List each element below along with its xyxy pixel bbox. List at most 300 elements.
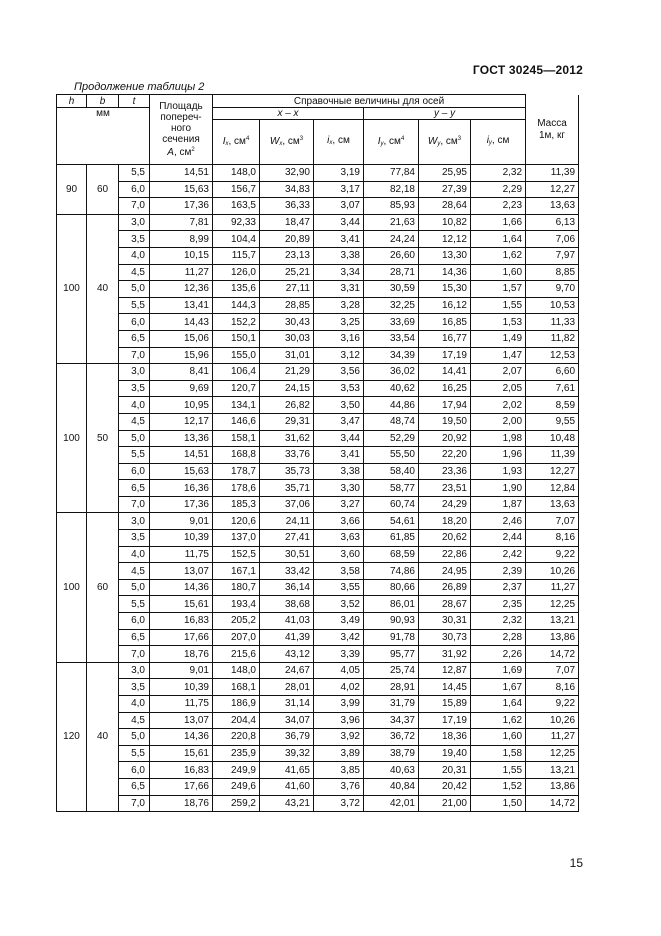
- cell-value: 8,59: [526, 397, 579, 414]
- cell-value: 207,0: [213, 629, 260, 646]
- cell-value: 120,7: [213, 380, 260, 397]
- cell-value: 3,85: [314, 762, 364, 779]
- cell-value: 1,52: [471, 778, 526, 795]
- cell-value: 9,01: [150, 513, 213, 530]
- cell-value: 193,4: [213, 596, 260, 613]
- cell-value: 104,4: [213, 231, 260, 248]
- cell-value: 4,5: [119, 413, 150, 430]
- cell-value: 4,0: [119, 696, 150, 713]
- cell-value: 134,1: [213, 397, 260, 414]
- cell-value: 3,07: [314, 198, 364, 215]
- cell-value: 20,89: [260, 231, 314, 248]
- cell-value: 15,30: [419, 281, 471, 298]
- cell-value: 249,6: [213, 778, 260, 795]
- cell-value: 10,95: [150, 397, 213, 414]
- cell-value: 24,11: [260, 513, 314, 530]
- table-row: [57, 198, 579, 215]
- cell-value: 54,61: [364, 513, 419, 530]
- cell-value: 1,53: [471, 314, 526, 331]
- table-row: [57, 530, 579, 547]
- table-caption: Продолжение таблицы 2: [74, 81, 205, 93]
- cell-value: 7,0: [119, 198, 150, 215]
- cell-value: 2,44: [471, 530, 526, 547]
- cell-value: 44,86: [364, 397, 419, 414]
- cell-value: 3,58: [314, 563, 364, 580]
- cell-value: 2,42: [471, 546, 526, 563]
- cell-value: 14,43: [150, 314, 213, 331]
- cell-value: 24,15: [260, 380, 314, 397]
- cell-h: 100: [57, 364, 87, 513]
- cell-value: 168,8: [213, 447, 260, 464]
- cell-value: 135,6: [213, 281, 260, 298]
- cell-value: 14,51: [150, 447, 213, 464]
- cell-value: 5,5: [119, 165, 150, 182]
- cell-value: 28,85: [260, 297, 314, 314]
- cell-value: 115,7: [213, 247, 260, 264]
- table-row: [57, 264, 579, 281]
- cell-value: 41,65: [260, 762, 314, 779]
- cell-value: 3,56: [314, 364, 364, 381]
- cell-value: 16,12: [419, 297, 471, 314]
- header-wy: $W_y$, $см^3$: [419, 120, 471, 165]
- cell-value: 5,0: [119, 729, 150, 746]
- cell-value: 6,0: [119, 762, 150, 779]
- cell-value: 4,05: [314, 662, 364, 679]
- cell-value: 3,39: [314, 646, 364, 663]
- cell-value: 1,87: [471, 496, 526, 513]
- cell-value: 12,27: [526, 463, 579, 480]
- cell-value: 17,19: [419, 712, 471, 729]
- cell-value: 178,6: [213, 480, 260, 497]
- cell-value: 126,0: [213, 264, 260, 281]
- cell-value: 41,39: [260, 629, 314, 646]
- cell-value: 58,40: [364, 463, 419, 480]
- table-row: [57, 712, 579, 729]
- cell-value: 25,95: [419, 165, 471, 182]
- cell-value: 10,39: [150, 530, 213, 547]
- cell-value: 18,36: [419, 729, 471, 746]
- table-row: [57, 165, 579, 182]
- cell-value: 5,5: [119, 596, 150, 613]
- cell-value: 3,12: [314, 347, 364, 364]
- properties-table: [56, 94, 579, 812]
- cell-value: 1,60: [471, 264, 526, 281]
- cell-value: 205,2: [213, 613, 260, 630]
- cell-value: 2,35: [471, 596, 526, 613]
- header-axis-yy: y – y: [364, 108, 526, 120]
- cell-h: 100: [57, 214, 87, 363]
- cell-value: 204,4: [213, 712, 260, 729]
- header-mass: Масса 1м, кг: [537, 118, 567, 141]
- cell-value: 6,5: [119, 778, 150, 795]
- cell-value: 18,76: [150, 795, 213, 812]
- cell-value: 12,25: [526, 745, 579, 762]
- cell-value: 77,84: [364, 165, 419, 182]
- cell-value: 13,21: [526, 613, 579, 630]
- cell-value: 3,50: [314, 397, 364, 414]
- cell-value: 28,01: [260, 679, 314, 696]
- cell-value: 156,7: [213, 181, 260, 198]
- cell-value: 4,5: [119, 264, 150, 281]
- cell-value: 13,63: [526, 496, 579, 513]
- cell-value: 11,33: [526, 314, 579, 331]
- cell-h: 120: [57, 662, 87, 811]
- cell-value: 155,0: [213, 347, 260, 364]
- cell-value: 1,69: [471, 662, 526, 679]
- cell-value: 6,0: [119, 613, 150, 630]
- cell-value: 3,44: [314, 214, 364, 231]
- cell-value: 2,02: [471, 397, 526, 414]
- cell-value: 16,83: [150, 762, 213, 779]
- cell-value: 15,96: [150, 347, 213, 364]
- cell-value: 52,29: [364, 430, 419, 447]
- cell-value: 31,01: [260, 347, 314, 364]
- cell-value: 167,1: [213, 563, 260, 580]
- cell-h: 90: [57, 165, 87, 215]
- cell-value: 2,05: [471, 380, 526, 397]
- cell-value: 14,36: [150, 579, 213, 596]
- cell-value: 7,07: [526, 662, 579, 679]
- cell-b: 40: [87, 662, 119, 811]
- cell-value: 32,90: [260, 165, 314, 182]
- cell-value: 3,0: [119, 214, 150, 231]
- table-row: [57, 563, 579, 580]
- cell-value: 11,39: [526, 165, 579, 182]
- cell-value: 10,39: [150, 679, 213, 696]
- cell-value: 2,37: [471, 579, 526, 596]
- cell-value: 178,7: [213, 463, 260, 480]
- cell-value: 15,63: [150, 181, 213, 198]
- cell-value: 1,60: [471, 729, 526, 746]
- cell-value: 28,67: [419, 596, 471, 613]
- cell-value: 14,51: [150, 165, 213, 182]
- cell-value: 7,0: [119, 646, 150, 663]
- cell-value: 13,07: [150, 712, 213, 729]
- cell-value: 19,40: [419, 745, 471, 762]
- table-body: [57, 165, 579, 812]
- cell-value: 38,79: [364, 745, 419, 762]
- table-row: [57, 662, 579, 679]
- cell-value: 11,75: [150, 546, 213, 563]
- header-axis-xx: x – x: [213, 108, 364, 120]
- header-t: t: [119, 95, 150, 108]
- cell-value: 3,66: [314, 513, 364, 530]
- cell-value: 40,62: [364, 380, 419, 397]
- cell-value: 249,9: [213, 762, 260, 779]
- table-row: [57, 629, 579, 646]
- cell-value: 20,31: [419, 762, 471, 779]
- cell-value: 85,93: [364, 198, 419, 215]
- header-ry: $i_y$, см: [471, 120, 526, 165]
- cell-value: 15,89: [419, 696, 471, 713]
- table-row: [57, 247, 579, 264]
- cell-value: 33,54: [364, 330, 419, 347]
- cell-value: 16,77: [419, 330, 471, 347]
- cell-value: 13,07: [150, 563, 213, 580]
- cell-value: 18,76: [150, 646, 213, 663]
- cell-value: 12,12: [419, 231, 471, 248]
- cell-value: 25,74: [364, 662, 419, 679]
- cell-value: 1,98: [471, 430, 526, 447]
- cell-value: 36,02: [364, 364, 419, 381]
- cell-value: 80,66: [364, 579, 419, 596]
- cell-value: 14,36: [150, 729, 213, 746]
- cell-value: 1,57: [471, 281, 526, 298]
- cell-value: 6,5: [119, 480, 150, 497]
- cell-value: 12,27: [526, 181, 579, 198]
- cell-value: 2,00: [471, 413, 526, 430]
- cell-value: 11,75: [150, 696, 213, 713]
- cell-b: 40: [87, 214, 119, 363]
- cell-value: 7,06: [526, 231, 579, 248]
- cell-value: 31,79: [364, 696, 419, 713]
- cell-value: 41,03: [260, 613, 314, 630]
- cell-value: 11,27: [150, 264, 213, 281]
- cell-value: 21,63: [364, 214, 419, 231]
- cell-value: 74,86: [364, 563, 419, 580]
- cell-value: 30,73: [419, 629, 471, 646]
- cell-value: 16,83: [150, 613, 213, 630]
- cell-value: 33,76: [260, 447, 314, 464]
- table-row: [57, 380, 579, 397]
- cell-value: 7,07: [526, 513, 579, 530]
- cell-value: 20,92: [419, 430, 471, 447]
- cell-value: 144,3: [213, 297, 260, 314]
- cell-value: 7,61: [526, 380, 579, 397]
- cell-value: 17,94: [419, 397, 471, 414]
- cell-value: 3,53: [314, 380, 364, 397]
- table-row: [57, 778, 579, 795]
- cell-value: 23,51: [419, 480, 471, 497]
- cell-value: 20,42: [419, 778, 471, 795]
- cell-value: 5,5: [119, 297, 150, 314]
- cell-value: 6,0: [119, 463, 150, 480]
- cell-value: 32,25: [364, 297, 419, 314]
- cell-value: 6,0: [119, 314, 150, 331]
- cell-value: 31,92: [419, 646, 471, 663]
- cell-value: 3,55: [314, 579, 364, 596]
- cell-value: 48,74: [364, 413, 419, 430]
- cell-value: 11,27: [526, 729, 579, 746]
- cell-value: 6,13: [526, 214, 579, 231]
- cell-value: 6,0: [119, 181, 150, 198]
- cell-value: 95,77: [364, 646, 419, 663]
- cell-value: 3,47: [314, 413, 364, 430]
- cell-value: 27,39: [419, 181, 471, 198]
- cell-value: 152,5: [213, 546, 260, 563]
- cell-value: 14,41: [419, 364, 471, 381]
- cell-value: 2,46: [471, 513, 526, 530]
- cell-value: 7,81: [150, 214, 213, 231]
- cell-value: 12,53: [526, 347, 579, 364]
- cell-value: 40,84: [364, 778, 419, 795]
- cell-value: 2,23: [471, 198, 526, 215]
- cell-value: 220,8: [213, 729, 260, 746]
- cell-value: 106,4: [213, 364, 260, 381]
- cell-value: 1,47: [471, 347, 526, 364]
- cell-value: 16,25: [419, 380, 471, 397]
- table-row: [57, 364, 579, 381]
- cell-value: 27,41: [260, 530, 314, 547]
- cell-value: 16,36: [150, 480, 213, 497]
- table-row: [57, 496, 579, 513]
- table-row: [57, 795, 579, 812]
- cell-value: 26,89: [419, 579, 471, 596]
- header-mm: мм: [57, 108, 150, 165]
- cell-value: 10,82: [419, 214, 471, 231]
- table-row: [57, 297, 579, 314]
- cell-value: 34,07: [260, 712, 314, 729]
- cell-value: 17,19: [419, 347, 471, 364]
- cell-value: 6,60: [526, 364, 579, 381]
- cell-value: 12,36: [150, 281, 213, 298]
- cell-value: 30,03: [260, 330, 314, 347]
- table-row: [57, 397, 579, 414]
- cell-value: 150,1: [213, 330, 260, 347]
- cell-value: 12,84: [526, 480, 579, 497]
- cell-value: 9,55: [526, 413, 579, 430]
- cell-value: 14,72: [526, 646, 579, 663]
- table-row: [57, 330, 579, 347]
- cell-value: 1,55: [471, 762, 526, 779]
- cell-value: 20,62: [419, 530, 471, 547]
- cell-value: 4,0: [119, 247, 150, 264]
- cell-value: 34,39: [364, 347, 419, 364]
- table-row: [57, 596, 579, 613]
- header-rx: $i_x$, см: [314, 120, 364, 165]
- cell-value: 3,63: [314, 530, 364, 547]
- cell-value: 24,67: [260, 662, 314, 679]
- cell-value: 11,82: [526, 330, 579, 347]
- cell-value: 12,17: [150, 413, 213, 430]
- cell-b: 60: [87, 513, 119, 662]
- cell-value: 29,31: [260, 413, 314, 430]
- cell-value: 10,26: [526, 712, 579, 729]
- cell-value: 5,0: [119, 430, 150, 447]
- cell-value: 3,34: [314, 264, 364, 281]
- cell-value: 12,25: [526, 596, 579, 613]
- cell-value: 148,0: [213, 662, 260, 679]
- cell-value: 37,06: [260, 496, 314, 513]
- cell-value: 55,50: [364, 447, 419, 464]
- cell-value: 3,41: [314, 231, 364, 248]
- cell-value: 22,86: [419, 546, 471, 563]
- cell-value: 36,79: [260, 729, 314, 746]
- cell-value: 30,59: [364, 281, 419, 298]
- cell-value: 1,55: [471, 297, 526, 314]
- table-row: [57, 679, 579, 696]
- cell-value: 3,42: [314, 629, 364, 646]
- cell-value: 3,0: [119, 513, 150, 530]
- table-row: [57, 281, 579, 298]
- cell-value: 9,22: [526, 696, 579, 713]
- cell-value: 9,69: [150, 380, 213, 397]
- cell-value: 5,5: [119, 447, 150, 464]
- table-row: [57, 214, 579, 231]
- cell-value: 40,63: [364, 762, 419, 779]
- cell-value: 30,43: [260, 314, 314, 331]
- cell-value: 36,14: [260, 579, 314, 596]
- cell-value: 13,86: [526, 778, 579, 795]
- cell-value: 26,82: [260, 397, 314, 414]
- cell-h: 100: [57, 513, 87, 662]
- cell-value: 91,78: [364, 629, 419, 646]
- table-row: [57, 579, 579, 596]
- table-row: [57, 181, 579, 198]
- cell-value: 3,30: [314, 480, 364, 497]
- cell-value: 86,01: [364, 596, 419, 613]
- cell-value: 7,0: [119, 347, 150, 364]
- cell-value: 15,06: [150, 330, 213, 347]
- cell-value: 2,39: [471, 563, 526, 580]
- cell-value: 152,2: [213, 314, 260, 331]
- cell-value: 5,0: [119, 281, 150, 298]
- table-row: [57, 231, 579, 248]
- cell-value: 28,71: [364, 264, 419, 281]
- cell-value: 1,64: [471, 231, 526, 248]
- cell-value: 6,5: [119, 330, 150, 347]
- table-row: [57, 447, 579, 464]
- cell-value: 168,1: [213, 679, 260, 696]
- cell-value: 41,60: [260, 778, 314, 795]
- cell-value: 148,0: [213, 165, 260, 182]
- cell-value: 9,01: [150, 662, 213, 679]
- cell-value: 10,53: [526, 297, 579, 314]
- table-row: [57, 613, 579, 630]
- cell-value: 17,66: [150, 778, 213, 795]
- cell-value: 3,5: [119, 679, 150, 696]
- cell-value: 3,38: [314, 247, 364, 264]
- cell-value: 5,5: [119, 745, 150, 762]
- cell-value: 17,36: [150, 496, 213, 513]
- cell-value: 33,42: [260, 563, 314, 580]
- cell-value: 7,0: [119, 496, 150, 513]
- cell-value: 186,9: [213, 696, 260, 713]
- cell-value: 3,44: [314, 430, 364, 447]
- cell-value: 3,41: [314, 447, 364, 464]
- cell-value: 36,72: [364, 729, 419, 746]
- cell-value: 3,28: [314, 297, 364, 314]
- cell-value: 2,07: [471, 364, 526, 381]
- cell-value: 15,63: [150, 463, 213, 480]
- cell-value: 43,12: [260, 646, 314, 663]
- cell-value: 3,16: [314, 330, 364, 347]
- cell-value: 35,71: [260, 480, 314, 497]
- table-row: [57, 314, 579, 331]
- cell-value: 3,5: [119, 530, 150, 547]
- cell-value: 24,29: [419, 496, 471, 513]
- table-row: [57, 729, 579, 746]
- cell-value: 33,69: [364, 314, 419, 331]
- cell-value: 18,20: [419, 513, 471, 530]
- cell-value: 11,39: [526, 447, 579, 464]
- cell-value: 8,85: [526, 264, 579, 281]
- cell-value: 3,52: [314, 596, 364, 613]
- cell-value: 26,60: [364, 247, 419, 264]
- header-wx: $W_x$, $см^3$: [260, 120, 314, 165]
- cell-value: 3,5: [119, 231, 150, 248]
- cell-value: 15,61: [150, 745, 213, 762]
- cell-value: 82,18: [364, 181, 419, 198]
- cell-value: 24,95: [419, 563, 471, 580]
- cell-value: 27,11: [260, 281, 314, 298]
- cell-value: 4,5: [119, 712, 150, 729]
- cell-value: 17,66: [150, 629, 213, 646]
- cell-value: 2,26: [471, 646, 526, 663]
- cell-value: 3,5: [119, 380, 150, 397]
- table-row: [57, 347, 579, 364]
- cell-value: 15,61: [150, 596, 213, 613]
